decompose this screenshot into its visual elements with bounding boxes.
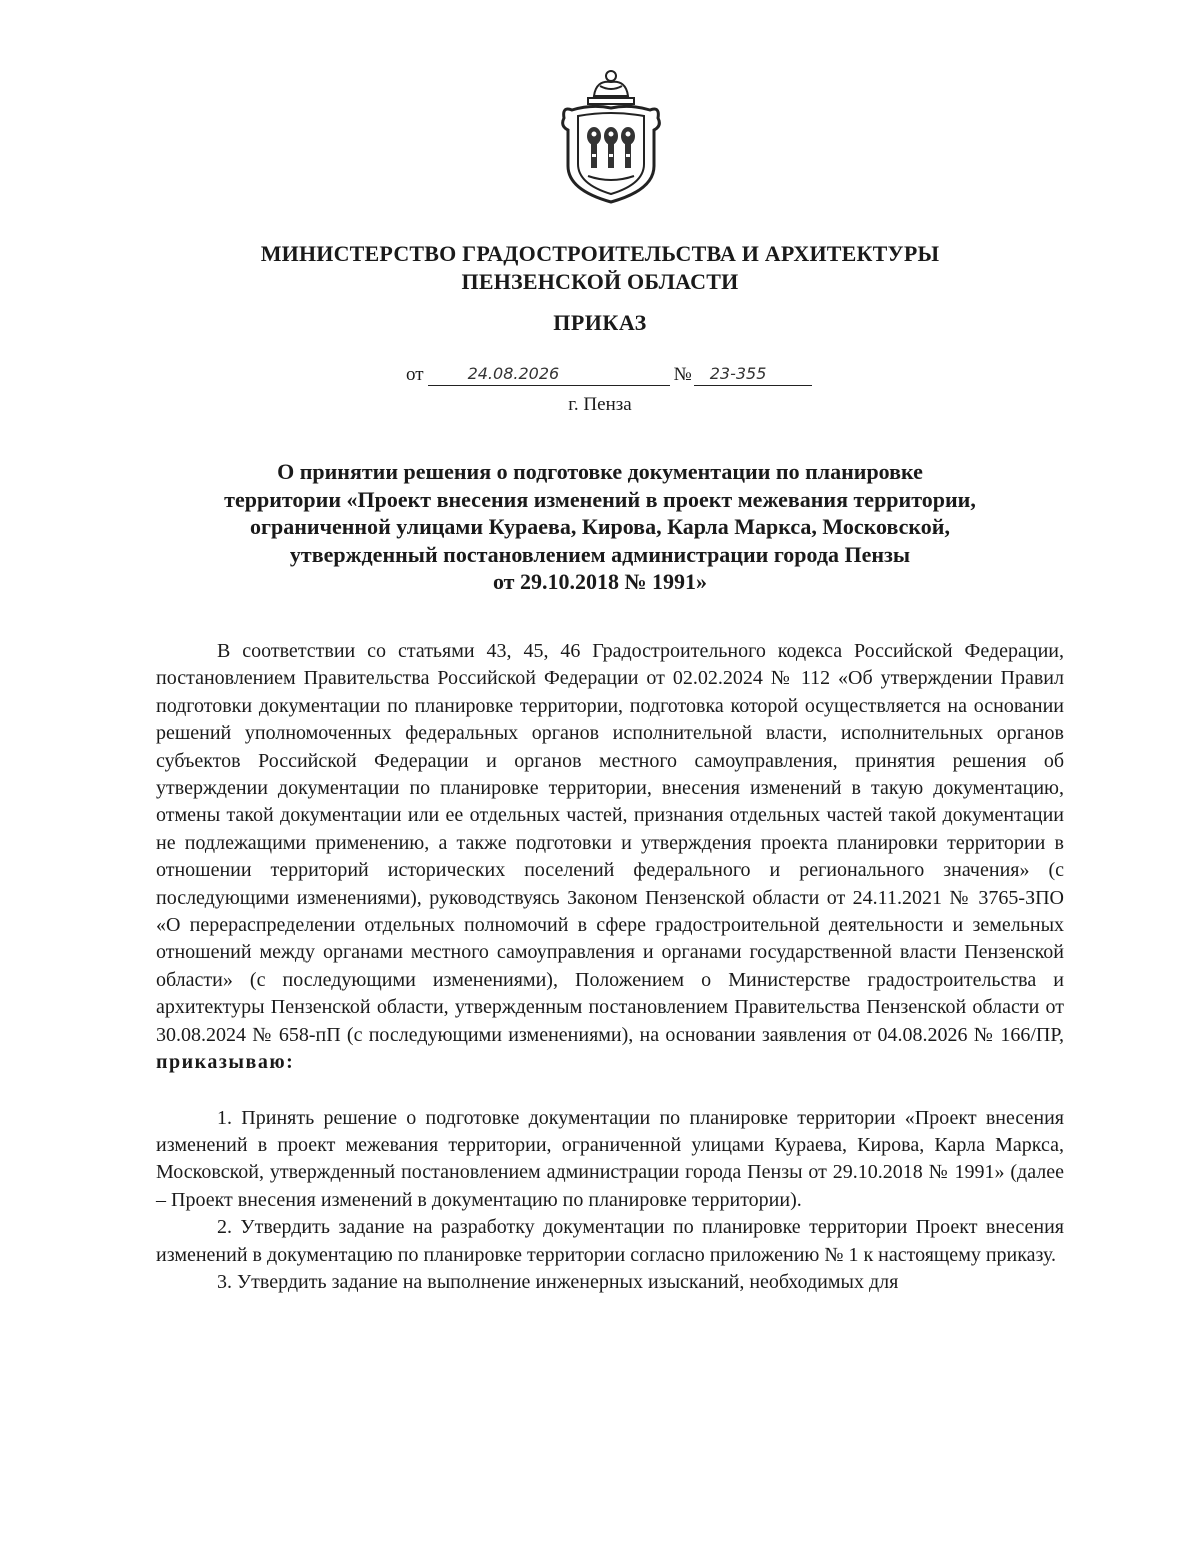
ministry-name-line2: ПЕНЗЕНСКОЙ ОБЛАСТИ: [461, 269, 739, 294]
handwritten-date: 24.08.2026: [467, 364, 560, 383]
coat-of-arms-icon: [558, 66, 664, 206]
title-line4: утвержденный постановлением администрации города Пензы: [289, 541, 911, 567]
date-number-line: [406, 358, 812, 386]
handwritten-number: 23-355: [709, 364, 767, 383]
order-item-3: 3. Утвердить задание на выполнение инженерных изысканий, необходимых для: [217, 1270, 899, 1293]
preamble-text: В соответствии со статьями 43, 45, 46 Градостроительного кодекса Российской Федерации, постановлением Правительства Российской Федерации от 02.02.2024 № 112 «Об утверждении Правил подготовки документации по планировке территории, подготовка которой осуществляется на основании решений уполномоченных федеральных органов исполнительной власти, исполнительных органов субъектов Российской Федерации и органов местного самоуправления, принятия решения об утверждении документации по планировке территории, внесения изменений в такую документацию, отмены такой документации или ее отдельных частей, признания отдельных частей такой документации не подлежащими применению, а также подготовки и утверждения проекта планировки территории в отношении территорий исторических поселений федерального и регионального значения» (с последующими изменениями), руководствуясь Законом Пензенской области от 24.11.2021 № 3765-ЗПО «О перераспределении отдельных полномочий в сфере градостроительной деятельности и земельных отношений между органами местного самоуправления и органами государственной власти Пензенской области» (с последующими изменениями), Положением о Министерстве градостроительства и архитектуры Пензенской области, утвержденным постановлением Правительства Пензенской области от 30.08.2024 № 658-пП (с последующими изменениями), на основании заявления от 04.08.2026 № 166/ПР,: [156, 640, 1064, 1046]
title-line3: ограниченной улицами Кураева, Кирова, Карла Маркса, Московской,: [250, 514, 950, 539]
preamble-paragraph: [156, 638, 1064, 1077]
order-body: [156, 638, 1064, 1296]
ministry-name: [0, 240, 1200, 296]
order-word: приказываю:: [156, 1051, 295, 1074]
date-prefix: от: [406, 364, 424, 385]
title-line1: О принятии решения о подготовке документации по планировке: [277, 459, 923, 484]
city: г. Пенза: [568, 394, 632, 415]
title-line2: территории «Проект внесения изменений в проект межевания территории,: [224, 486, 976, 512]
ministry-name-line1: МИНИСТЕРСТВО ГРАДОСТРОИТЕЛЬСТВА И АРХИТЕКТУРЫ: [260, 241, 940, 266]
number-prefix: №: [673, 364, 692, 385]
date-field: [428, 363, 670, 386]
order-title: [150, 458, 1050, 596]
number-field: [694, 363, 812, 386]
title-line5: от 29.10.2018 № 1991»: [492, 569, 708, 594]
order-item-2: 2. Утвердить задание на разработку документации по планировке территории Проект внесения изменений в документацию по планировке территории согласно приложению № 1 к настоящему приказу.: [156, 1216, 1064, 1266]
document-type: ПРИКАЗ: [553, 310, 647, 335]
order-item-1: 1. Принять решение о подготовке документации по планировке территории «Проект внесения изменений в проект межевания территории, ограниченной улицами Кураева, Кирова, Карла Маркса, Московской, утвержденный постановлением администрации города Пензы от 29.10.2018 № 1991» (далее – Проект внесения изменений в документацию по планировке территории).: [156, 1106, 1064, 1211]
